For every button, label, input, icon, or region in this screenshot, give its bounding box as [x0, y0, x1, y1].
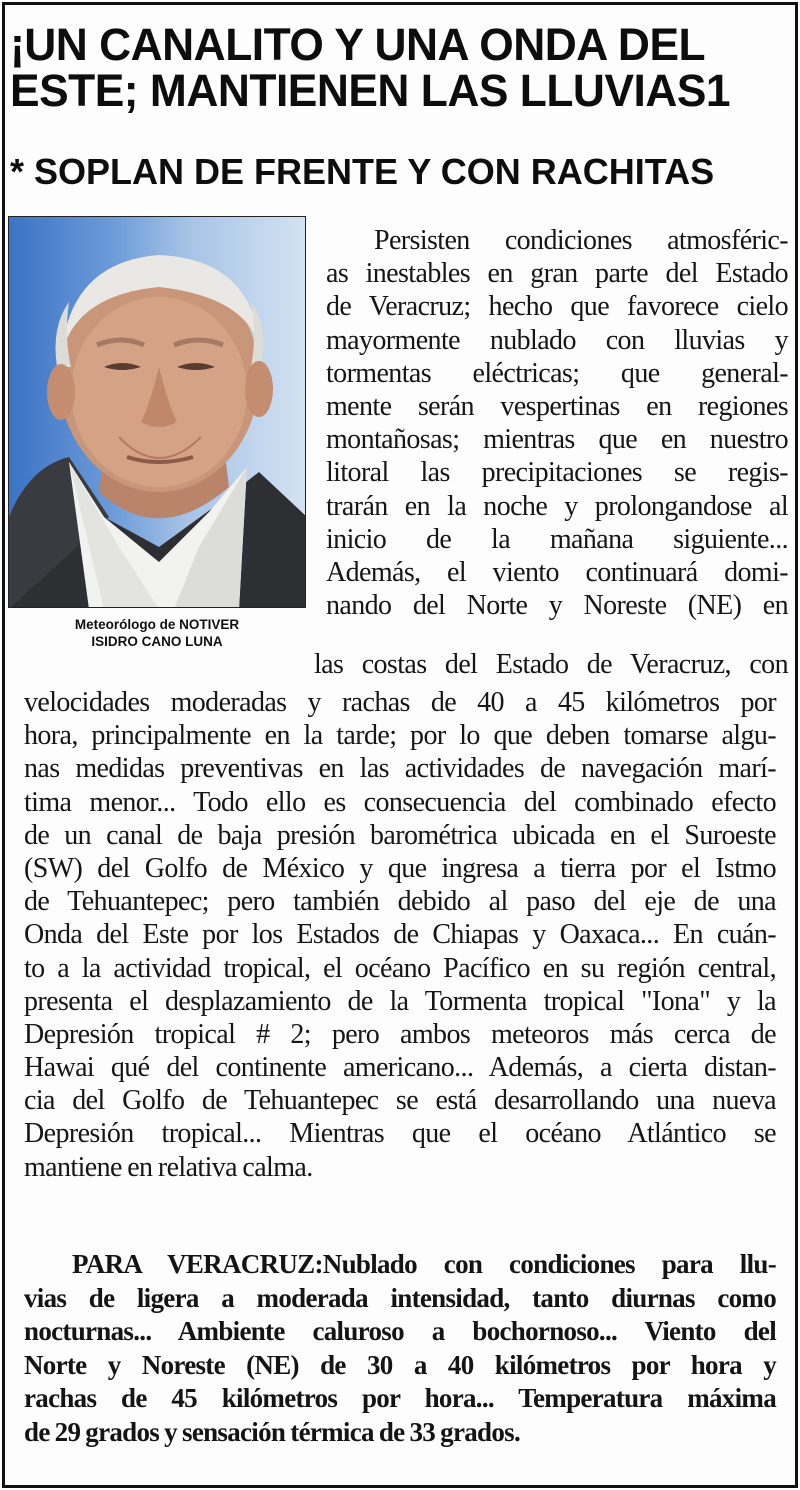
headline-line-1: ¡UN CANALITO Y UNA ONDA DEL: [10, 19, 706, 70]
article-line: to a la actividad tropical, el océano Pacífico en su región central,: [24, 952, 776, 984]
headline: [10, 19, 778, 116]
article-line: as inestables en gran parte del Estado: [326, 258, 788, 290]
article-line: de Tehuantepec; pero también debido al paso del eje de una: [24, 886, 776, 918]
forecast-line: de 29 grados y sensación térmica de 33 grados.: [24, 1416, 521, 1447]
article-line: litoral las precipitaciones se regis-: [326, 457, 788, 489]
caption-line-2: ISIDRO CANO LUNA: [91, 634, 223, 649]
article-line: velocidades moderadas y rachas de 40 a 45 kilómetros por: [24, 687, 776, 718]
article-line: Depresión tropical... Mientras que el océano Atlántico se: [24, 1118, 776, 1150]
article-right-column-last: [314, 648, 788, 681]
article-line: Onda del Este por los Estados de Chiapas y Oaxaca... En cuán-: [24, 919, 776, 951]
article-line: hora, principalmente en la tarde; por lo que deben tomarse algu-: [24, 720, 776, 752]
article-line: trarán en la noche y prolongandose al: [326, 490, 788, 522]
photo-caption: [8, 616, 306, 650]
forecast-line: nocturnas... Ambiente caluroso a bochornoso... Viento del: [24, 1316, 776, 1347]
article-line: cia del Golfo de Tehuantepec se está desarrollando una nueva: [24, 1085, 776, 1117]
subheadline: * SOPLAN DE FRENTE Y CON RACHITAS: [10, 151, 715, 192]
article-line: presenta el desplazamiento de la Tormenta tropical "Iona" y la: [24, 985, 776, 1017]
headline-line-2: ESTE; MANTIENEN LAS LLUVIAS1: [10, 65, 731, 116]
article-line: nando del Norte y Noreste (NE) en: [326, 590, 788, 622]
forecast-line: rachas de 45 kilómetros por hora... Temperatura máxima: [24, 1383, 776, 1414]
article-right-column: [326, 224, 788, 622]
article-line: (SW) del Golfo de México y que ingresa a tierra por el Istmo: [24, 852, 776, 884]
article-line: mantiene en relativa calma.: [24, 1151, 313, 1183]
article-line: inicio de la mañana siguiente...: [326, 523, 788, 555]
article-line: Persisten condiciones atmosféric-: [374, 225, 788, 256]
forecast-line: Norte y Noreste (NE) de 30 a 40 kilómetros por hora y: [24, 1349, 776, 1380]
forecast-paragraph: [24, 1248, 776, 1450]
article-line: Además, el viento continuará domi-: [326, 556, 788, 588]
forecast-line: vias de ligera a moderada intensidad, tanto diurnas como: [24, 1282, 776, 1313]
article-line: de un canal de baja presión barométrica ubicada en el Suroeste: [24, 819, 776, 851]
article-line: de Veracruz; hecho que favorece cielo: [326, 291, 788, 323]
article-line: tormentas eléctricas; que general-: [326, 357, 788, 389]
article-line: mente serán vespertinas en regiones: [326, 390, 788, 422]
article-line: nas medidas preventivas en las actividades de navegación marí-: [24, 753, 776, 785]
portrait-illustration: [9, 217, 306, 608]
caption-line-1: Meteorólogo de NOTIVER: [74, 617, 240, 632]
article-line: montañosas; mientras que en nuestro: [326, 424, 788, 456]
forecast-line: PARA VERACRUZ:Nublado con condiciones para llu-: [72, 1249, 776, 1279]
article-full-width: [24, 686, 776, 1184]
article-line: tima menor... Todo ello es consecuencia del combinado efecto: [24, 786, 776, 818]
article-line: mayormente nublado con lluvias y: [326, 324, 788, 356]
article-line: Hawai qué del continente americano... Además, a cierta distan-: [24, 1052, 776, 1084]
article-line: Depresión tropical # 2; pero ambos meteoros más cerca de: [24, 1018, 776, 1050]
portrait-photo: [8, 216, 306, 608]
article-line: las costas del Estado de Veracruz, con: [314, 649, 788, 681]
